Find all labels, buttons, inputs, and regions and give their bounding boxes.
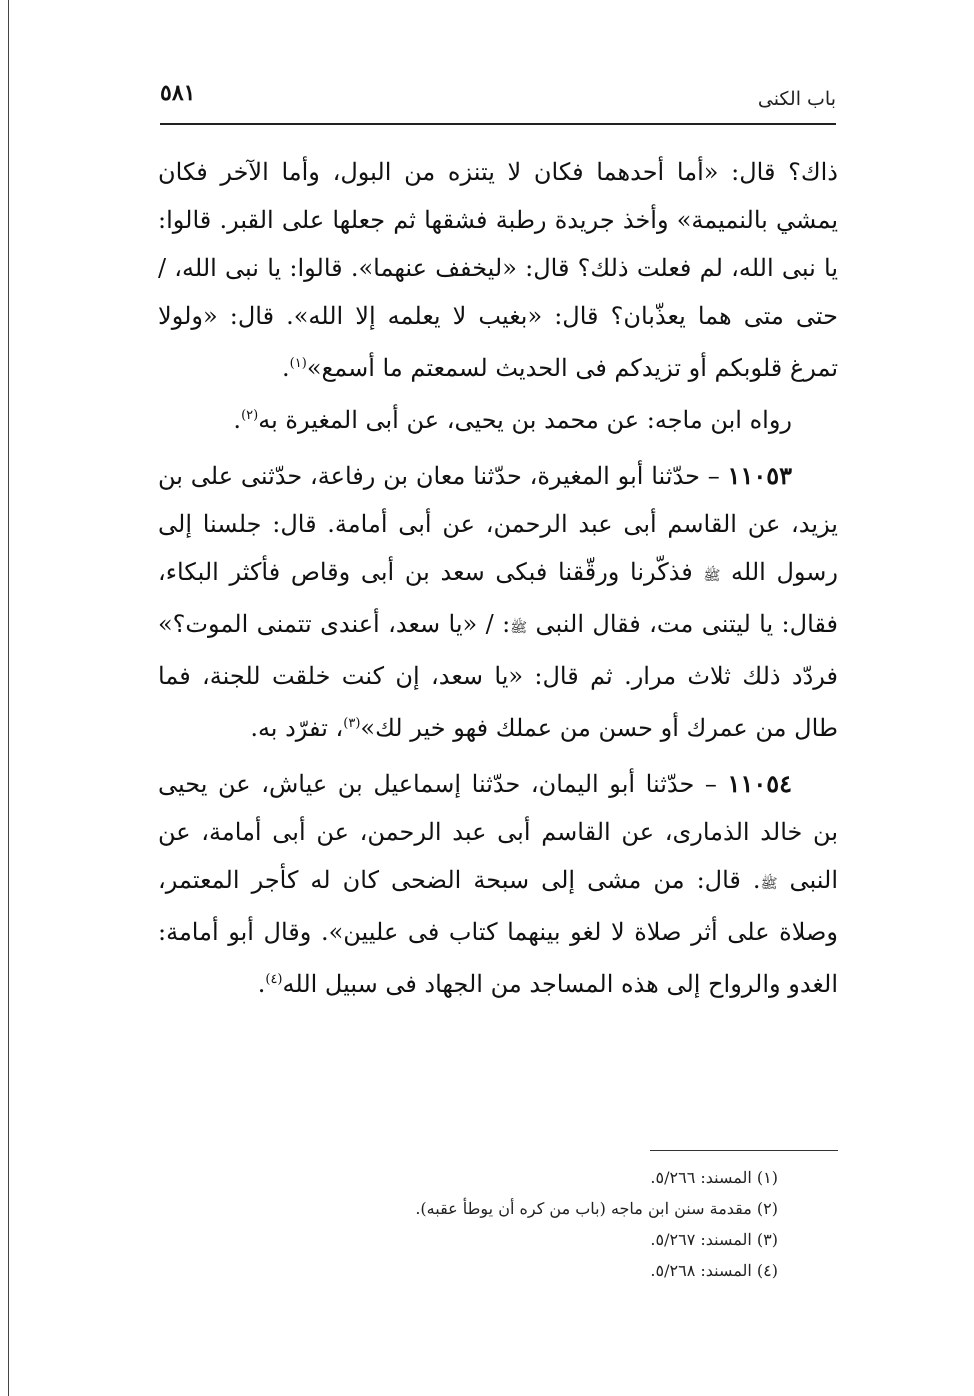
header-rule [160, 123, 836, 125]
hadith-number: ١١٠٥٣ [727, 461, 792, 490]
footnote-ref: (٤) [265, 972, 283, 987]
page-header [160, 70, 836, 120]
footnote-ref: (١) [289, 356, 307, 371]
salla-glyph: ﷺ [510, 620, 528, 636]
hadith-text-part: – حدّثنا أبو المغيرة، حدّثنا معان بن رفاعة، حدّثنى على بن يزيد، عن القاسم أبى عبد الرحمن، عن أبى أمامة. قال: جلسنا إلى رسول الله [158, 462, 838, 586]
hadith-text-part: فذكّرنا ورقّقنا فبكى سعد بن أبى وقاص فأكثر البكاء، فقال: يا ليتنى مت، فقال النبى [158, 558, 838, 638]
hadith-11054 [158, 760, 838, 1008]
footnote-3: (٣) المسند: ٥/٢٦٧. [650, 1230, 778, 1249]
page-edge-line [8, 0, 9, 1396]
hadith-text-part: – حدّثنا أبو اليمان، حدّثنا إسماعيل بن عياش، عن يحيى بن خالد الذمارى، عن القاسم أبى عبد الرحمن، عن أبى أمامة، عن النبى [158, 770, 838, 894]
salla-glyph: ﷺ [703, 568, 721, 584]
paragraph-end: . [282, 354, 290, 382]
hadith-text-part: : / «يا سعد، أعندى تتمنى الموت؟» فردّد ذلك ثلاث مرار. ثم قال: «يا سعد، إن كنت خلقت للجنة، فما طال من عمرك أو حسن من عملك فهو خير لك» [158, 610, 838, 742]
hadith-number: ١١٠٥٤ [727, 769, 792, 798]
paragraph-end: . [257, 970, 266, 998]
page-number: ٥٨١ [160, 80, 196, 106]
paragraph-attribution [158, 392, 838, 444]
running-title: باب الكنى [757, 88, 836, 110]
paragraph-continuation [158, 148, 838, 392]
footnote-4: (٤) المسند: ٥/٢٦٨. [650, 1261, 778, 1280]
footnotes [158, 1162, 778, 1286]
paragraph-end: . [233, 406, 242, 434]
footnote-1: (١) المسند: ٥/٢٦٦. [650, 1168, 778, 1187]
footnote-ref: (٣) [343, 716, 361, 731]
footnote-rule [650, 1150, 838, 1151]
footnote-ref: (٢) [241, 408, 259, 423]
paragraph-text: رواه ابن ماجه: عن محمد بن يحيى، عن أبى المغيرة به [258, 406, 792, 434]
footnote-2: (٢) مقدمة سنن ابن ماجه (باب من كره أن يوطأ عقبه). [415, 1199, 778, 1218]
hadith-11053 [158, 452, 838, 752]
paragraph-text: ذاك؟ قال: «أما أحدهما فكان لا يتنزه من البول، وأما الآخر فكان يمشي بالنميمة» وأخذ جريدة رطبة فشقها ثم جعلها على القبر. قالوا: يا نبى الله، لم فعلت ذلك؟ قال: «ليخفف عنهما». قالوا: يا نبى الله، / حتى متى هما يعذّبان؟ قال: «بغيب لا يعلمه إلا الله». قال: «ولولا تمرغ قلوبكم أو تزيدكم فى الحديث لسمعتم ما أسمع» [158, 158, 838, 382]
paragraph-end: ، تفرّد به. [250, 714, 344, 742]
salla-glyph: ﷺ [760, 876, 778, 892]
main-text [158, 148, 838, 1008]
hadith-text-part: . قال: من مشى إلى سبحة الضحى كان له كأجر المعتمر، وصلاة على أثر صلاة لا لغو بينهما كتاب فى عليين». وقال أبو أمامة: الغدو والرواح إلى هذه المساجد من الجهاد فى سبيل الله [158, 866, 838, 998]
